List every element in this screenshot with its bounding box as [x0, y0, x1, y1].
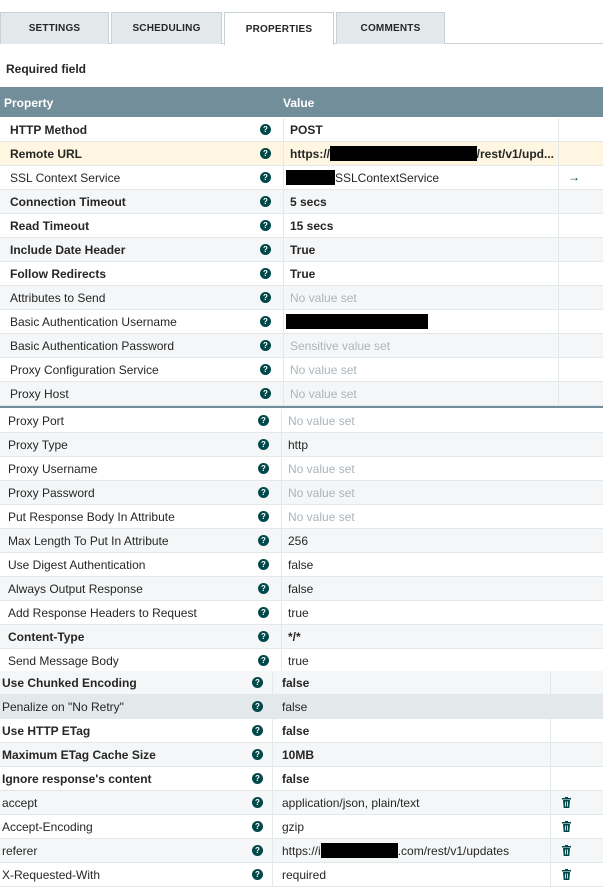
- tab-bar: [0, 0, 603, 44]
- help-icon[interactable]: ?: [252, 749, 263, 760]
- property-value[interactable]: [286, 166, 550, 189]
- property-name: Proxy Configuration Service: [10, 362, 159, 377]
- property-name: Follow Redirects: [10, 266, 107, 281]
- property-name: Basic Authentication Password: [10, 338, 175, 353]
- property-row[interactable]: [0, 671, 603, 695]
- help-icon[interactable]: ?: [260, 388, 271, 399]
- property-name: referer: [2, 843, 38, 858]
- column-separator: [558, 166, 559, 190]
- property-value[interactable]: POST: [290, 122, 323, 137]
- value-column-header: Value: [283, 96, 315, 110]
- column-separator: [283, 214, 284, 238]
- property-name: SSL Context Service: [10, 170, 121, 185]
- property-row[interactable]: [0, 214, 603, 238]
- property-value[interactable]: No value set: [288, 413, 355, 428]
- column-separator: [281, 553, 282, 577]
- property-row[interactable]: [0, 791, 603, 815]
- help-icon[interactable]: ?: [260, 124, 271, 135]
- property-name: Content-Type: [8, 629, 85, 644]
- column-separator: [272, 671, 273, 695]
- column-separator: [283, 166, 284, 190]
- column-separator: [550, 743, 551, 767]
- help-icon[interactable]: ?: [258, 583, 269, 594]
- help-icon[interactable]: ?: [260, 268, 271, 279]
- property-row[interactable]: [0, 433, 603, 457]
- column-separator: [281, 649, 282, 673]
- property-value[interactable]: [290, 142, 554, 165]
- column-separator: [283, 262, 284, 286]
- column-separator: [558, 190, 559, 214]
- help-icon[interactable]: ?: [258, 415, 269, 426]
- property-name: Use Digest Authentication: [8, 557, 146, 572]
- property-row[interactable]: [0, 601, 603, 625]
- column-separator: [558, 214, 559, 238]
- property-row[interactable]: [0, 142, 603, 166]
- column-separator: [281, 481, 282, 505]
- help-icon[interactable]: ?: [252, 845, 263, 856]
- redacted-block: [286, 170, 335, 185]
- property-row[interactable]: [0, 839, 603, 863]
- column-separator: [283, 286, 284, 310]
- property-value[interactable]: http: [288, 437, 309, 452]
- property-name: Proxy Port: [8, 413, 65, 428]
- property-row[interactable]: [0, 767, 603, 791]
- tab-properties[interactable]: [224, 12, 334, 45]
- property-name: Read Timeout: [10, 218, 90, 233]
- trash-icon[interactable]: [562, 821, 571, 832]
- column-separator: [558, 358, 559, 382]
- property-row[interactable]: [0, 481, 603, 505]
- trash-icon[interactable]: [562, 869, 571, 880]
- column-separator: [550, 767, 551, 791]
- help-icon[interactable]: ?: [260, 244, 271, 255]
- column-separator: [272, 863, 273, 887]
- property-value[interactable]: false: [282, 723, 310, 738]
- trash-icon[interactable]: [562, 797, 571, 808]
- property-value[interactable]: required: [282, 867, 327, 882]
- property-value[interactable]: false: [282, 699, 308, 714]
- column-separator: [283, 382, 284, 406]
- column-separator: [272, 791, 273, 815]
- url-suffix: /rest/v1/upd...: [476, 146, 554, 161]
- property-value[interactable]: false: [288, 557, 314, 572]
- property-row[interactable]: [0, 625, 603, 649]
- column-separator: [272, 719, 273, 743]
- tab-label: PROPERTIES: [245, 23, 313, 35]
- column-separator: [550, 719, 551, 743]
- column-separator: [283, 238, 284, 262]
- arrow-right-icon[interactable]: →: [568, 170, 580, 184]
- help-icon[interactable]: ?: [258, 535, 269, 546]
- help-icon[interactable]: ?: [258, 607, 269, 618]
- column-separator: [558, 286, 559, 310]
- column-separator: [272, 767, 273, 791]
- property-row[interactable]: [0, 334, 603, 358]
- property-value[interactable]: gzip: [282, 819, 305, 834]
- property-name: Max Length To Put In Attribute: [8, 533, 169, 548]
- property-name: accept: [2, 795, 38, 810]
- property-name: Use HTTP ETag: [2, 723, 91, 738]
- help-icon[interactable]: ?: [258, 631, 269, 642]
- property-row[interactable]: [0, 118, 603, 142]
- property-name: Attributes to Send: [10, 290, 106, 305]
- help-icon[interactable]: ?: [260, 292, 271, 303]
- url-prefix: https://i: [282, 843, 321, 858]
- help-icon[interactable]: ?: [260, 148, 271, 159]
- property-name: Remote URL: [10, 146, 83, 161]
- property-row[interactable]: [0, 190, 603, 214]
- property-row[interactable]: [0, 649, 603, 673]
- column-separator: [272, 743, 273, 767]
- service-name: SSLContextService: [335, 170, 440, 185]
- property-value[interactable]: [286, 310, 550, 333]
- property-row[interactable]: [0, 166, 603, 190]
- help-icon[interactable]: ?: [258, 655, 269, 666]
- property-value[interactable]: */*: [288, 629, 301, 644]
- column-separator: [283, 334, 284, 358]
- tab-comments[interactable]: [336, 12, 445, 44]
- property-value[interactable]: No value set: [290, 290, 357, 305]
- column-separator: [558, 310, 559, 334]
- property-row[interactable]: [0, 286, 603, 310]
- column-separator: [272, 815, 273, 839]
- property-row[interactable]: [0, 719, 603, 743]
- column-separator: [281, 601, 282, 625]
- property-name: Accept-Encoding: [2, 819, 93, 834]
- column-separator: [558, 118, 559, 142]
- help-icon[interactable]: ?: [252, 701, 263, 712]
- help-icon[interactable]: ?: [260, 220, 271, 231]
- property-value[interactable]: false: [282, 771, 310, 786]
- column-separator: [558, 334, 559, 358]
- column-separator: [281, 505, 282, 529]
- property-row[interactable]: [0, 238, 603, 262]
- property-row[interactable]: [0, 382, 603, 406]
- help-icon[interactable]: ?: [260, 316, 271, 327]
- property-value[interactable]: application/json, plain/text: [282, 795, 420, 810]
- help-icon[interactable]: ?: [260, 196, 271, 207]
- property-value[interactable]: No value set: [288, 509, 355, 524]
- column-separator: [272, 839, 273, 863]
- property-row[interactable]: [0, 815, 603, 839]
- help-icon[interactable]: ?: [252, 773, 263, 784]
- property-table-header: [0, 87, 603, 117]
- required-field-note: Required field: [6, 62, 87, 76]
- column-separator: [283, 310, 284, 334]
- tab-label: SCHEDULING: [132, 23, 201, 34]
- property-name: Proxy Password: [8, 485, 95, 500]
- property-value[interactable]: false: [288, 581, 314, 596]
- column-separator: [272, 695, 273, 719]
- property-value[interactable]: [282, 839, 546, 862]
- column-separator: [550, 815, 551, 839]
- redacted-block: [330, 146, 477, 161]
- help-icon[interactable]: ?: [252, 677, 263, 688]
- column-separator: [550, 671, 551, 695]
- property-value[interactable]: false: [282, 675, 310, 690]
- column-separator: [558, 142, 559, 166]
- property-value[interactable]: 5 secs: [290, 194, 327, 209]
- property-name: Maximum ETag Cache Size: [2, 747, 156, 762]
- tab-label: COMMENTS: [360, 23, 421, 34]
- column-separator: [283, 358, 284, 382]
- redacted-block: [286, 314, 428, 329]
- property-name: Proxy Username: [8, 461, 98, 476]
- property-name: Send Message Body: [8, 653, 119, 668]
- help-icon[interactable]: ?: [260, 172, 271, 183]
- property-name: Basic Authentication Username: [10, 314, 177, 329]
- help-icon[interactable]: ?: [252, 821, 263, 832]
- url-suffix: .com/rest/v1/updates: [397, 843, 510, 858]
- property-value[interactable]: 15 secs: [290, 218, 334, 233]
- property-name: Proxy Host: [10, 386, 69, 401]
- column-separator: [281, 625, 282, 649]
- property-value[interactable]: No value set: [288, 485, 355, 500]
- property-row[interactable]: [0, 457, 603, 481]
- column-separator: [283, 190, 284, 214]
- property-row[interactable]: [0, 695, 603, 719]
- property-value[interactable]: 256: [288, 533, 309, 548]
- property-value[interactable]: True: [290, 242, 316, 257]
- property-row[interactable]: [0, 358, 603, 382]
- tab-scheduling[interactable]: [111, 12, 222, 44]
- column-separator: [281, 433, 282, 457]
- url-prefix: https://: [290, 146, 330, 161]
- property-name: Use Chunked Encoding: [2, 675, 137, 690]
- redacted-block: [321, 843, 398, 858]
- property-row[interactable]: [0, 505, 603, 529]
- column-separator: [558, 382, 559, 406]
- property-value[interactable]: true: [288, 653, 309, 668]
- column-separator: [558, 238, 559, 262]
- property-name: Proxy Type: [8, 437, 68, 452]
- property-name: Penalize on "No Retry": [2, 699, 124, 714]
- property-row[interactable]: [0, 743, 603, 767]
- help-icon[interactable]: ?: [258, 439, 269, 450]
- property-name: Include Date Header: [10, 242, 126, 257]
- property-row[interactable]: [0, 310, 603, 334]
- property-row[interactable]: [0, 863, 603, 887]
- column-separator: [550, 863, 551, 887]
- tab-settings[interactable]: [0, 12, 109, 44]
- help-icon[interactable]: ?: [258, 559, 269, 570]
- help-icon[interactable]: ?: [258, 487, 269, 498]
- tab-label: SETTINGS: [28, 23, 81, 34]
- property-value[interactable]: No value set: [288, 461, 355, 476]
- property-name: Connection Timeout: [10, 194, 126, 209]
- column-separator: [281, 457, 282, 481]
- property-value[interactable]: 10MB: [282, 747, 315, 762]
- column-separator: [281, 529, 282, 553]
- column-separator: [550, 695, 551, 719]
- property-value[interactable]: Sensitive value set: [290, 338, 391, 353]
- property-name: Add Response Headers to Request: [8, 605, 197, 620]
- column-separator: [283, 142, 284, 166]
- help-icon[interactable]: ?: [252, 797, 263, 808]
- help-icon[interactable]: ?: [260, 364, 271, 375]
- help-icon[interactable]: ?: [252, 725, 263, 736]
- property-row[interactable]: [0, 409, 603, 433]
- property-row[interactable]: [0, 262, 603, 286]
- help-icon[interactable]: ?: [258, 511, 269, 522]
- property-value[interactable]: No value set: [290, 362, 357, 377]
- property-name: X-Requested-With: [2, 867, 101, 882]
- help-icon[interactable]: ?: [252, 869, 263, 880]
- trash-icon[interactable]: [562, 845, 571, 856]
- help-icon[interactable]: ?: [258, 463, 269, 474]
- property-name: Ignore response's content: [2, 771, 152, 786]
- property-column-header: Property: [4, 96, 54, 110]
- property-name: HTTP Method: [10, 122, 88, 137]
- column-separator: [281, 577, 282, 601]
- property-value[interactable]: True: [290, 266, 316, 281]
- column-separator: [550, 791, 551, 815]
- property-value[interactable]: No value set: [290, 386, 357, 401]
- property-name: Put Response Body In Attribute: [8, 509, 175, 524]
- property-row[interactable]: [0, 553, 603, 577]
- help-icon[interactable]: ?: [260, 340, 271, 351]
- column-separator: [281, 409, 282, 433]
- property-row[interactable]: [0, 529, 603, 553]
- column-separator: [550, 839, 551, 863]
- property-name: Always Output Response: [8, 581, 143, 596]
- column-separator: [283, 118, 284, 142]
- property-row[interactable]: [0, 577, 603, 601]
- property-value[interactable]: true: [288, 605, 309, 620]
- column-separator: [558, 262, 559, 286]
- section-divider: [0, 406, 603, 408]
